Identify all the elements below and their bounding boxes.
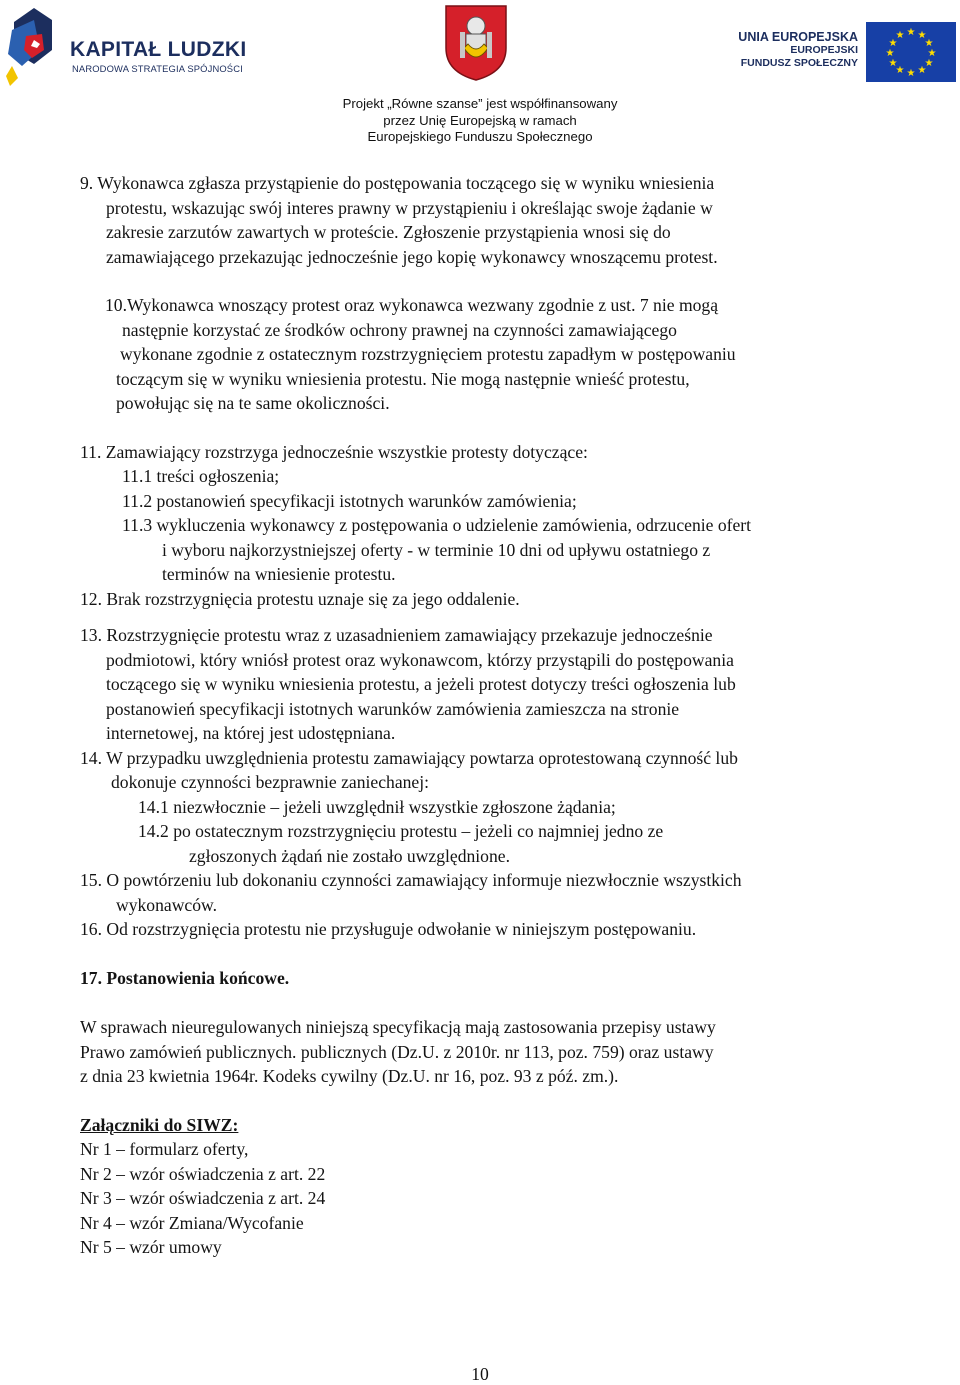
coat-of-arms-icon bbox=[444, 4, 508, 82]
eu-label-line1: UNIA EUROPEJSKA bbox=[738, 30, 858, 44]
item-10-line3: wykonane zgodnie z ostatecznym rozstrzygnięciem protestu zapadłym w postępowaniu bbox=[120, 344, 736, 364]
item-9-line4: zamawiającego przekazując jednocześnie jego kopię wykonawcy wnoszącemu protest. bbox=[106, 247, 718, 267]
final-provisions-line3: z dnia 23 kwietnia 1964r. Kodeks cywilny (Dz.U. nr 16, poz. 93 z póź. zm.). bbox=[80, 1066, 619, 1086]
project-line2: przez Unię Europejską w ramach bbox=[383, 112, 577, 128]
item-10-line4: toczącym się w wyniku wniesienia protestu. Nie mogą następnie wnieść protestu, bbox=[116, 369, 690, 389]
final-provisions-line2: Prawo zamówień publicznych. publicznych (Dz.U. z 2010r. nr 113, poz. 759) oraz ustawy bbox=[80, 1042, 714, 1062]
item-11-3-line1: 11.3 wykluczenia wykonawcy z postępowania o udzielenie zamówienia, odrzucenie ofert bbox=[122, 515, 752, 535]
item-13-line3: toczącego się w wyniku wniesienia protestu, a jeżeli protest dotyczy treści ogłoszenia lub bbox=[106, 674, 736, 694]
attachment-item: Nr 1 – formularz oferty, bbox=[80, 1139, 249, 1159]
item-9-line2: protestu, wskazując swój interes prawny w przystąpieniu i określając swoje żądanie w bbox=[106, 198, 713, 218]
item-11-2: 11.2 postanowień specyfikacji istotnych warunków zamówienia; bbox=[122, 491, 577, 511]
svg-text:★: ★ bbox=[888, 38, 898, 49]
item-14-1: 14.1 niezwłocznie – jeżeli uwzględnił wszystkie zgłoszone żądania; bbox=[138, 797, 616, 817]
item-11-3-line3: terminów na wniesienie protestu. bbox=[162, 564, 396, 584]
item-11-line1: 11. Zamawiający rozstrzyga jednocześnie wszystkie protesty dotyczące: bbox=[80, 442, 588, 462]
svg-text:★: ★ bbox=[885, 48, 895, 59]
project-line1: Projekt „Równe szanse” jest współfinansowany bbox=[342, 96, 618, 111]
item-11-3-line2: i wyboru najkorzystniejszej oferty - w terminie 10 dni od upływu ostatniego z bbox=[162, 540, 711, 560]
item-15-line2: wykonawców. bbox=[116, 895, 217, 915]
item-13-line2: podmiotowi, który wniósł protest oraz wykonawcom, którzy przystąpili do postępowania bbox=[106, 650, 734, 670]
eu-label-line3: FUNDUSZ SPOŁECZNY bbox=[740, 57, 858, 69]
svg-text:★: ★ bbox=[924, 38, 934, 49]
final-provisions-line1: W sprawach nieuregulowanych niniejszą specyfikacją mają zastosowania przepisy ustawy bbox=[80, 1017, 716, 1037]
svg-text:★: ★ bbox=[917, 65, 927, 76]
kapital-ludzki-logo bbox=[4, 6, 254, 88]
attachment-item: Nr 2 – wzór oświadczenia z art. 22 bbox=[80, 1164, 326, 1184]
item-14-2-line1: 14.2 po ostatecznym rozstrzygnięciu protestu – jeżeli co najmniej jedno ze bbox=[138, 821, 664, 841]
svg-text:★: ★ bbox=[927, 48, 937, 59]
kapital-ludzki-title: KAPITAŁ LUDZKI bbox=[70, 38, 247, 61]
svg-text:★: ★ bbox=[917, 30, 927, 41]
eu-flag-icon bbox=[866, 22, 956, 82]
kapital-ludzki-subtitle: NARODOWA STRATEGIA SPÓJNOŚCI bbox=[72, 63, 243, 74]
project-line3: Europejskiego Funduszu Społecznego bbox=[367, 129, 593, 144]
item-9-line3: zakresie zarzutów zawartych w proteście. Zgłoszenie przystąpienia wnosi się do bbox=[106, 222, 671, 242]
item-11-1: 11.1 treści ogłoszenia; bbox=[122, 466, 280, 486]
item-12: 12. Brak rozstrzygnięcia protestu uznaje się za jego oddalenie. bbox=[80, 589, 520, 609]
item-14-2-line2: zgłoszonych żądań nie zostało uwzględnione. bbox=[189, 846, 510, 866]
svg-text:★: ★ bbox=[895, 65, 905, 76]
item-9-line1: 9. Wykonawca zgłasza przystąpienie do postępowania toczącego się w wyniku wniesienia bbox=[80, 173, 715, 193]
item-10-line5: powołując się na te same okoliczności. bbox=[116, 393, 390, 413]
attachment-item: Nr 4 – wzór Zmiana/Wycofanie bbox=[80, 1213, 304, 1233]
item-15-line1: 15. O powtórzeniu lub dokonaniu czynności zamawiający informuje niezwłocznie wszystkich bbox=[80, 870, 742, 890]
svg-text:★: ★ bbox=[924, 58, 934, 69]
svg-text:★: ★ bbox=[888, 58, 898, 69]
item-14-line2: dokonuje czynności bezprawnie zaniechanej: bbox=[111, 772, 430, 792]
section-17-heading: 17. Postanowienia końcowe. bbox=[80, 968, 290, 988]
page-number: 10 bbox=[471, 1364, 489, 1384]
eu-label-line2: EUROPEJSKI bbox=[790, 44, 858, 56]
item-13-line1: 13. Rozstrzygnięcie protestu wraz z uzasadnieniem zamawiający przekazuje jednocześnie bbox=[80, 625, 713, 645]
item-13-line4: postanowień specyfikacji istotnych warunków zamówienia zamieszcza na stronie bbox=[106, 699, 680, 719]
eu-label bbox=[700, 30, 858, 70]
item-13-line5: internetowej, na której jest udostępniana. bbox=[106, 723, 396, 743]
svg-text:★: ★ bbox=[906, 27, 916, 38]
attachment-item: Nr 5 – wzór umowy bbox=[80, 1237, 222, 1257]
attachment-item: Nr 3 – wzór oświadczenia z art. 24 bbox=[80, 1188, 326, 1208]
item-10-line1: 10.Wykonawca wnoszący protest oraz wykonawca wezwany zgodnie z ust. 7 nie mogą bbox=[105, 295, 719, 315]
kapital-ludzki-emblem-icon bbox=[4, 6, 64, 88]
project-note bbox=[0, 96, 960, 146]
item-14-line1: 14. W przypadku uwzględnienia protestu zamawiający powtarza oprotestowaną czynność lub bbox=[80, 748, 738, 768]
svg-text:★: ★ bbox=[906, 68, 916, 79]
svg-text:★: ★ bbox=[895, 30, 905, 41]
attachments-heading: Załączniki do SIWZ: bbox=[80, 1115, 239, 1135]
item-10-line2: następnie korzystać ze środków ochrony prawnej na czynności zamawiającego bbox=[122, 320, 677, 340]
item-16: 16. Od rozstrzygnięcia protestu nie przysługuje odwołanie w niniejszym postępowaniu. bbox=[80, 919, 697, 939]
